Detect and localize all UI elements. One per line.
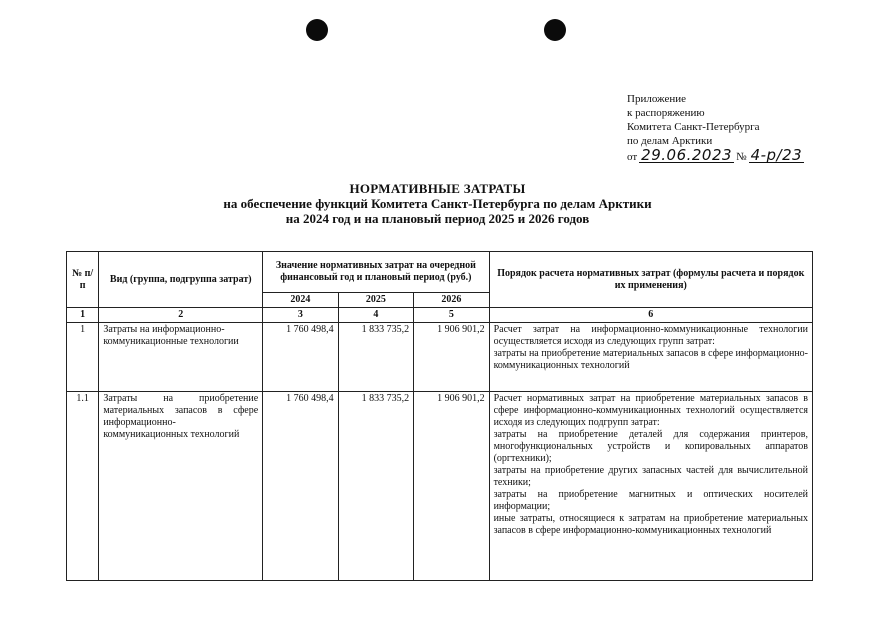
header-year-2024: 2024 bbox=[263, 293, 338, 308]
column-number: 2 bbox=[99, 308, 263, 323]
punch-hole-left bbox=[306, 19, 328, 41]
appendix-block bbox=[627, 92, 804, 164]
column-number: 3 bbox=[263, 308, 338, 323]
date-prefix: от bbox=[627, 151, 638, 163]
row-value-2025: 1 833 735,2 bbox=[338, 323, 413, 392]
appendix-line-4: по делам Арктики bbox=[627, 135, 713, 147]
table-header-row bbox=[67, 252, 813, 293]
order-paragraph: затраты на приобретение других запасных частей для вычислительной техники; bbox=[493, 465, 808, 488]
title-line-1: НОРМАТИВНЫЕ ЗАТРАТЫ bbox=[349, 181, 526, 196]
row-value-2024: 1 760 498,4 bbox=[263, 323, 338, 392]
order-paragraph: затраты на приобретение материальных запасов в сфере информационно-коммуникационных технологий bbox=[493, 348, 808, 371]
header-year-2025: 2025 bbox=[338, 293, 413, 308]
table-row bbox=[67, 323, 813, 392]
handwritten-date: 29.06.2023 bbox=[641, 146, 733, 164]
appendix-line-2: к распоряжению bbox=[627, 107, 705, 119]
appendix-line-1: Приложение bbox=[627, 93, 687, 105]
row-value-2024: 1 760 498,4 bbox=[263, 392, 338, 581]
column-number: 4 bbox=[338, 308, 413, 323]
row-value-2026: 1 906 901,2 bbox=[414, 392, 489, 581]
header-num: № п/п bbox=[67, 252, 99, 308]
appendix-date-line bbox=[627, 148, 804, 164]
order-paragraph: иные затраты, относящиеся к затратам на приобретение материальных запасов в сфере информационно-коммуникационных технологий bbox=[493, 513, 808, 536]
order-paragraph: затраты на приобретение деталей для содержания принтеров, многофункциональных устройств и копировальных аппаратов (оргтехники); bbox=[493, 429, 808, 464]
row-num: 1.1 bbox=[67, 392, 99, 581]
order-paragraph: Расчет затрат на информационно-коммуникационные технологии осуществляется исходя из следующих групп затрат: bbox=[493, 324, 808, 347]
table-row bbox=[67, 392, 813, 581]
header-vid: Вид (группа, подгруппа затрат) bbox=[99, 252, 263, 308]
title-line-3: на 2024 год и на плановый период 2025 и 2026 годов bbox=[285, 211, 590, 226]
row-num: 1 bbox=[67, 323, 99, 392]
row-vid: Затраты на информационно-коммуникационные технологии bbox=[99, 323, 263, 392]
row-vid: Затраты на приобретение материальных запасов в сфере информационно-коммуникационных технологий bbox=[99, 392, 263, 581]
row-order bbox=[489, 392, 812, 581]
punch-hole-right bbox=[544, 19, 566, 41]
order-paragraph: затраты на приобретение магнитных и оптических носителей информации; bbox=[493, 489, 808, 512]
row-order bbox=[489, 323, 812, 392]
header-value: Значение нормативных затрат на очередной финансовый год и плановый период (руб.) bbox=[263, 252, 489, 293]
column-number: 1 bbox=[67, 308, 99, 323]
row-value-2026: 1 906 901,2 bbox=[414, 323, 489, 392]
appendix-line-3: Комитета Санкт-Петербурга bbox=[627, 121, 760, 133]
normative-costs-table bbox=[66, 251, 813, 581]
header-year-2026: 2026 bbox=[414, 293, 489, 308]
column-number: 5 bbox=[414, 308, 489, 323]
column-number: 6 bbox=[489, 308, 812, 323]
number-prefix: № bbox=[736, 151, 747, 163]
document-title bbox=[0, 181, 875, 226]
handwritten-number: 4-р/23 bbox=[750, 146, 803, 164]
column-number-row bbox=[67, 308, 813, 323]
row-value-2025: 1 833 735,2 bbox=[338, 392, 413, 581]
order-paragraph: Расчет нормативных затрат на приобретение материальных запасов в сфере информационно-коммуникационных технологий осуществляется исходя из следующих подгрупп затрат: bbox=[493, 393, 808, 428]
title-line-2: на обеспечение функций Комитета Санкт-Петербурга по делам Арктики bbox=[223, 196, 652, 211]
header-order: Порядок расчета нормативных затрат (формулы расчета и порядок их применения) bbox=[489, 252, 812, 308]
